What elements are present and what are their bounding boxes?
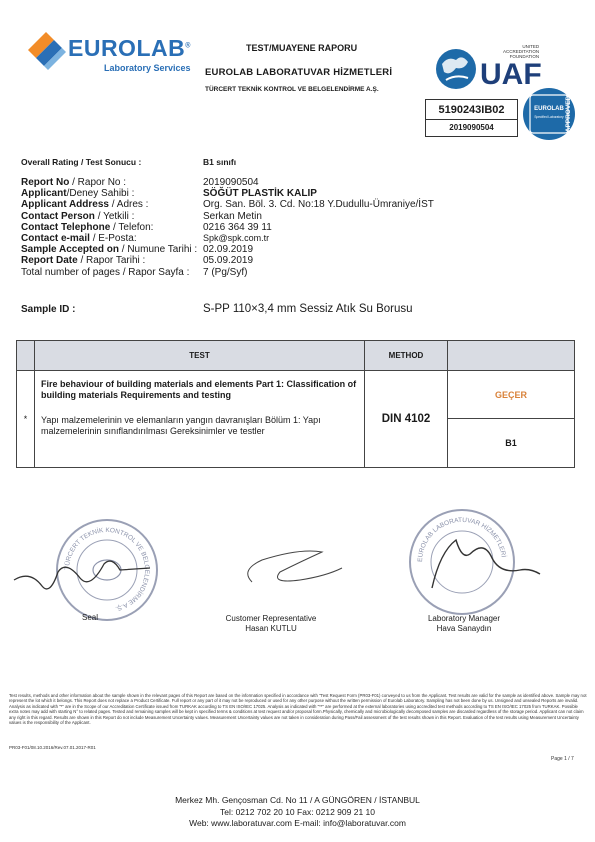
lab-title: Laboratory Manager xyxy=(427,614,501,623)
uaf-accreditation-icon xyxy=(432,42,562,90)
company-name: EUROLAB LABORATUVAR HİZMETLERİ xyxy=(205,67,393,78)
approved-badge-icon xyxy=(523,88,575,140)
approved-sub: EUROLAB xyxy=(534,106,564,112)
test-description xyxy=(35,371,365,467)
info-row-report-date: Report Date / Rapor Tarihi : 05.09.2019 xyxy=(21,255,254,267)
info-row-email: Contact e-mail / E-Posta: Spk@spk.com.tr xyxy=(21,232,270,244)
manager-signature-icon xyxy=(432,540,540,588)
uaf-text: UAF xyxy=(480,58,542,90)
division-name: TÜRCERT TEKNİK KONTROL VE BELGELENDİRME A.Ş. xyxy=(205,86,379,93)
fine-print: Test results, methods and other information about the sample shown in the relevant pages of this Report are based on the information specified in accordance with "Test Request Form (PR03-F01) conveyed to us from the Applicant. Test results are valid for the sample as identified above. Sample may not represent the lot which it belongs. This Report does not replace a Product Certificate. Full report or any part of it may not be reproduced or used for any other purpose without the written permission of Eurolab Laboratory. Sampling has not been done by us. Unsigned and unsealed Reports are invalid. Analysis as indicated with "*" are in the Scope of our Accreditation Certificate issued from TURKAK according to TS EN ISO/IEC 17025. Analysis as indicated with "**" are performed at the external laboratories using accredited test methods according to TS EN ISO/IEC 17025 from TURKAK. Possible extra notes may add with starting N° to related pages. Tested and remaining samples will be kept in specified terms & conditions at test request and/or proposal form.Physically, chemically and microbiologically decomposed samples are discarded regardless of the storage period. Applicant can not claim any right in this regard. Results are shown in this Report do not include Measurement Uncertainty values. Measurement Uncertainty values are not taken in consideration during Pass/Fail assessment of the test results shown in this Report. Evaluation of the test results using Measurement Uncertainty values is the responsibility of the Applicant. xyxy=(9,693,587,726)
approved-badge xyxy=(523,88,575,140)
column-test: TEST xyxy=(35,341,365,370)
address-value: Org. San. Böl. 3. Cd. No:18 Y.Dudullu-Ümraniye/İST xyxy=(203,199,434,211)
customer-title: Customer Representative xyxy=(225,614,317,623)
stamp-left-text: TÜRCERT TEKNİK KONTROL VE BELGELENDİRME A.Ş. xyxy=(63,526,151,612)
table-row xyxy=(17,371,574,467)
info-row-telephone: Contact Telephone / Telefon: 0216 364 39 11 xyxy=(21,221,272,233)
info-row-address: Applicant Address / Adres : Org. San. Böl. 3. Cd. No:18 Y.Dudullu-Ümraniye/İST xyxy=(21,199,434,211)
sample-accepted-value: 02.09.2019 xyxy=(203,244,254,256)
phone-line: Tel: 0212 702 20 10 Fax: 0212 909 21 10 xyxy=(219,806,375,817)
sample-id-value: S-PP 110×3,4 mm Sessiz Atık Su Borusu xyxy=(203,303,413,315)
info-row-contact-person: Contact Person / Yetkili : Serkan Metin xyxy=(21,210,262,222)
lab-name: Hava Sanaydın xyxy=(436,624,492,633)
approved-text: APPROVED xyxy=(565,95,572,133)
result-class: B1 xyxy=(505,438,517,448)
signatures-drawing xyxy=(0,500,595,620)
certificate-box xyxy=(425,99,518,137)
info-row-report-no: Report No / Rapor No : 2019090504 xyxy=(21,177,259,188)
customer-representative xyxy=(206,614,336,634)
result-status: GEÇER xyxy=(448,371,574,419)
report-info xyxy=(21,177,434,278)
page-number: Page 1 / 7 xyxy=(551,756,574,762)
pages-value: 7 (Pg/Syf) xyxy=(203,266,248,278)
certificate-number: 5190243IB02 xyxy=(426,100,517,120)
overall-rating-label: Overall Rating / Test Sonucu : xyxy=(21,157,142,167)
certificate-report-number: 2019090504 xyxy=(449,123,494,132)
info-row-applicant: Applicant/Deney Sahibi : SÖĞÜT PLASTİK KALIP xyxy=(21,188,317,200)
test-name-en: Fire behaviour of building materials and elements Part 1: Classification of building materials Requirements and testing xyxy=(41,379,357,400)
test-table xyxy=(16,340,575,468)
web-line: Web: www.laboratuvar.com E-mail: info@laboratuvar.com xyxy=(189,818,406,828)
seal-label: Seal xyxy=(82,613,99,622)
test-method: DIN 4102 xyxy=(365,371,448,467)
laboratory-manager xyxy=(409,614,519,634)
customer-signature-icon xyxy=(248,551,342,582)
logo-name: EUROLAB® xyxy=(68,35,191,61)
stamp-right-text: EUROLAB LABORATUVAR HİZMETLERİ xyxy=(416,516,507,563)
logo-subtitle: Laboratory Services xyxy=(104,63,191,73)
seal-signature-icon xyxy=(14,561,150,589)
eurolab-logo-icon xyxy=(24,28,68,72)
approved-sub2: Specified Laboratory xyxy=(534,115,564,119)
sample-id-label: Sample ID : xyxy=(21,304,76,315)
address-line: Merkez Mh. Gençosman Cd. No 11 / A GÜNGÖREN / İSTANBUL xyxy=(175,795,420,805)
report-title: TEST/MUAYENE RAPORU xyxy=(246,43,358,53)
test-result xyxy=(448,371,574,467)
table-header xyxy=(17,341,574,371)
test-name-tr: Yapı malzemelerinin ve elemanların yangın davranışları Bölüm 1: Yapı malzemelerinin sınıflandırılması Gereksinimler ve testler xyxy=(41,415,321,436)
customer-name: Hasan KUTLU xyxy=(245,624,297,633)
uaf-small-text: UNITED ACCREDITATION FOUNDATION xyxy=(503,44,540,59)
info-row-pages: Total number of pages / Rapor Sayfa : 7 (Pg/Syf) xyxy=(21,266,248,278)
telephone-value: 0216 364 39 11 xyxy=(203,221,272,233)
info-row-sample-accepted: Sample Accepted on / Numune Tarihi : 02.09.2019 xyxy=(21,244,254,256)
report-no-value: 2019090504 xyxy=(203,177,259,188)
form-code: PR03-F01/08.10.2016/Rev.07.01.2017-R01 xyxy=(9,745,96,750)
accreditation-marker: * xyxy=(17,371,35,467)
contact-person-value: Serkan Metin xyxy=(203,210,262,222)
overall-rating-value: B1 sınıfı xyxy=(203,157,237,167)
report-date-value: 05.09.2019 xyxy=(203,255,254,267)
footer-address xyxy=(0,795,595,830)
email-value: Spk@spk.com.tr xyxy=(203,232,270,243)
column-method: METHOD xyxy=(365,341,448,370)
column-result xyxy=(448,341,574,370)
applicant-value: SÖĞÜT PLASTİK KALIP xyxy=(203,188,317,200)
